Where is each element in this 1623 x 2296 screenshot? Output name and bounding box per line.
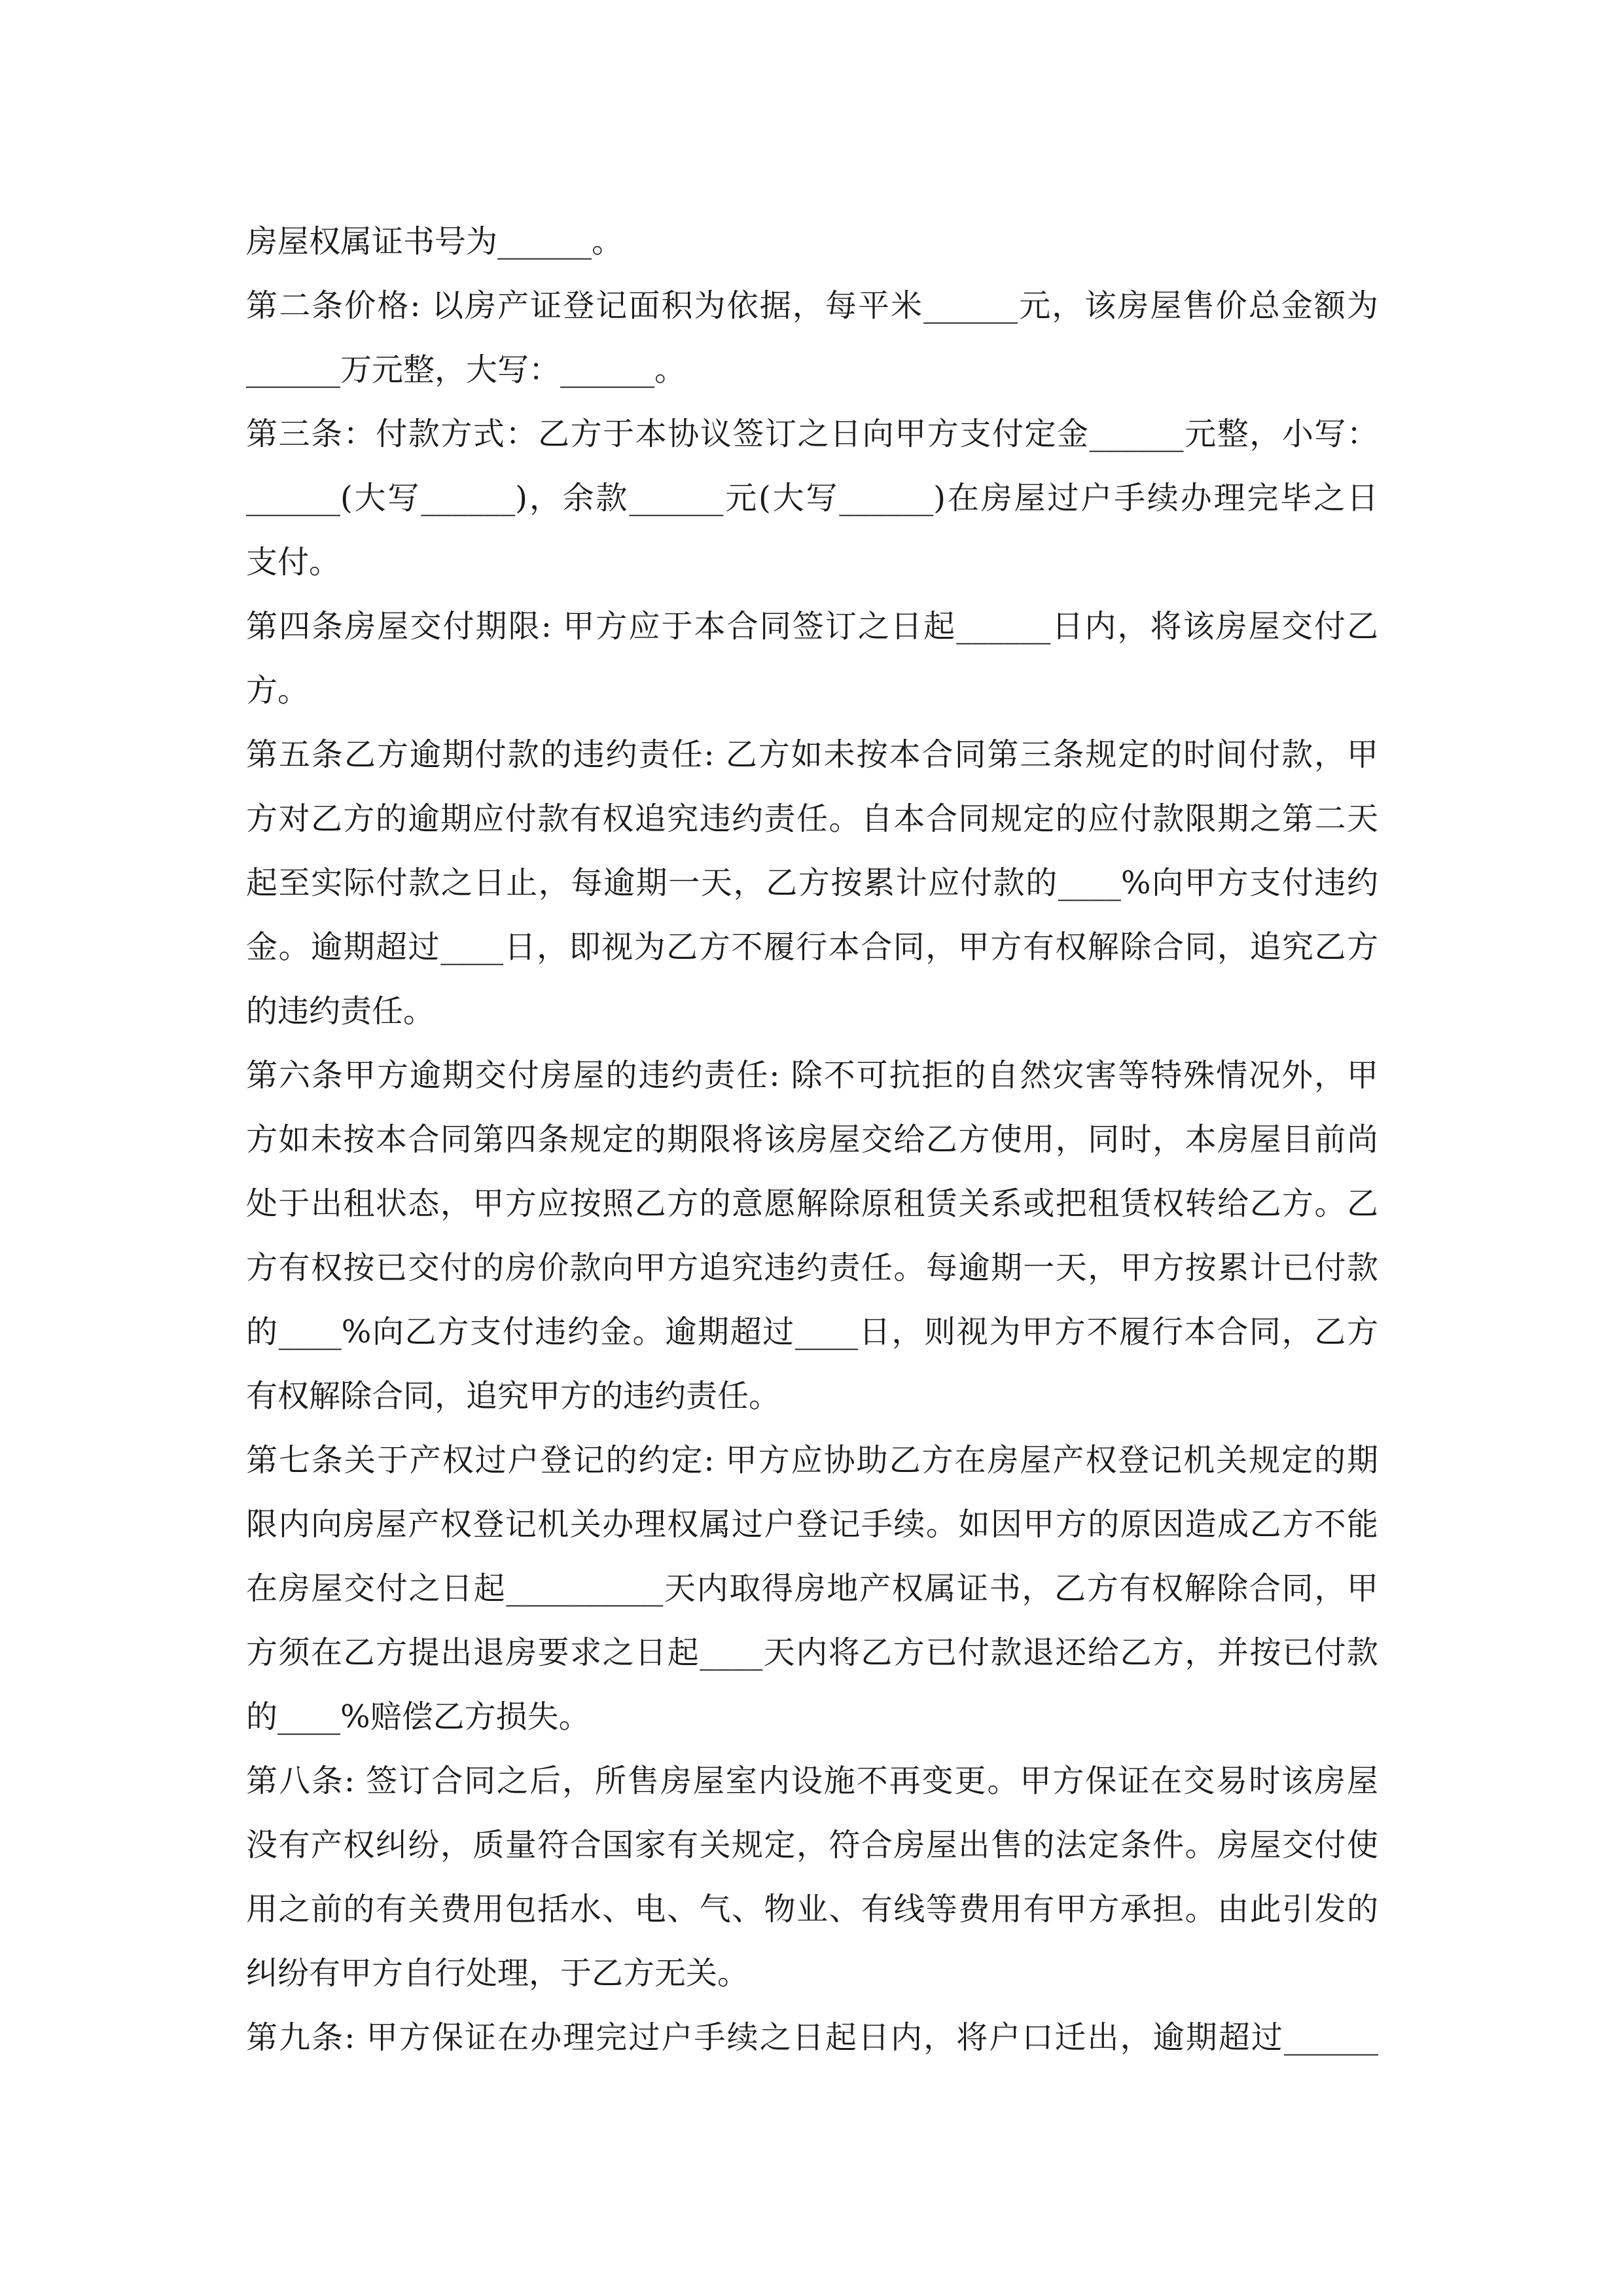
text-line: 方。 (246, 672, 310, 709)
contract-body (246, 209, 1385, 2070)
text-line: 第二条价格: 以房产证登记面积为依据，每平米______元，该房屋售价总金额为 (246, 287, 1378, 324)
text-line: 第三条：付款方式：乙方于本协议签订之日向甲方支付定金______元整，小写： (246, 416, 1378, 452)
text-line: 第六条甲方逾期交付房屋的违约责任: 除不可抗拒的自然灾害等特殊情况外，甲 (246, 1057, 1378, 1094)
text-line: 第五条乙方逾期付款的违约责任: 乙方如未按本合同第三条规定的时间付款，甲 (246, 736, 1378, 773)
text-line: 支付。 (246, 544, 341, 581)
text-line: 的____%赔偿乙方损失。 (246, 1698, 590, 1735)
text-line: ______万元整，大写：______。 (246, 351, 687, 388)
text-line: 金。逾期超过____日，即视为乙方不履行本合同，甲方有权解除合同，追究乙方 (246, 929, 1378, 965)
text-line: 的违约责任。 (246, 993, 435, 1030)
text-line: 方有权按已交付的房价款向甲方追究违约责任。每逾期一天，甲方按累计已付款 (246, 1249, 1378, 1286)
text-line: 限内向房屋产权登记机关办理权属过户登记手续。如因甲方的原因造成乙方不能 (246, 1506, 1378, 1543)
text-line: 第九条: 甲方保证在办理完过户手续之日起日内，将户口迁出，逾期超过______ (246, 2019, 1378, 2056)
text-line: 第七条关于产权过户登记的约定: 甲方应协助乙方在房屋产权登记机关规定的期 (246, 1442, 1378, 1479)
text-line: 起至实际付款之日止，每逾期一天，乙方按累计应付款的____%向甲方支付违约 (246, 865, 1378, 901)
text-line: 第四条房屋交付期限: 甲方应于本合同签订之日起______日内，将该房屋交付乙 (246, 608, 1378, 645)
text-line: 方对乙方的逾期应付款有权追究违约责任。自本合同规定的应付款限期之第二天 (246, 800, 1378, 837)
text-line: 纠纷有甲方自行处理，于乙方无关。 (246, 1955, 749, 1992)
text-line: 没有产权纠纷，质量符合国家有关规定，符合房屋出售的法定条件。房屋交付使 (246, 1827, 1378, 1863)
text-line: 有权解除合同，追究甲方的违约责任。 (246, 1378, 781, 1414)
text-line: 房屋权属证书号为______。 (246, 223, 624, 260)
text-line: 在房屋交付之日起__________天内取得房地产权属证书，乙方有权解除合同，甲 (246, 1570, 1378, 1607)
text-line: 方须在乙方提出退房要求之日起____天内将乙方已付款退还给乙方，并按已付款 (246, 1634, 1378, 1671)
text-line: 第八条: 签订合同之后，所售房屋室内设施不再变更。甲方保证在交易时该房屋 (246, 1763, 1378, 1799)
text-line: 的____%向乙方支付违约金。逾期超过____日，则视为甲方不履行本合同，乙方 (246, 1314, 1378, 1350)
text-line: 方如未按本合同第四条规定的期限将该房屋交给乙方使用，同时，本房屋目前尚 (246, 1121, 1378, 1158)
text-line: 用之前的有关费用包括水、电、气、物业、有线等费用有甲方承担。由此引发的 (246, 1891, 1378, 1928)
text-line: 处于出租状态，甲方应按照乙方的意愿解除原租赁关系或把租赁权转给乙方。乙 (246, 1185, 1378, 1222)
text-line: ______(大写______)，余款______元(大写______)在房屋过户手续办理完毕之日 (246, 480, 1378, 516)
